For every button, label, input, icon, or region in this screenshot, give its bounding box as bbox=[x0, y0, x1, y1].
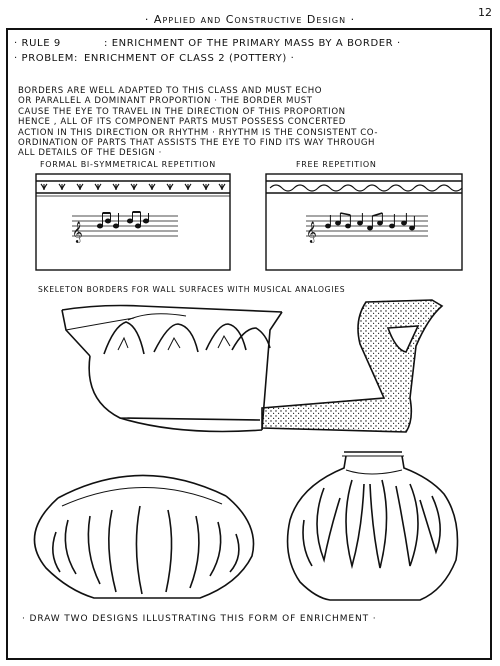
leaf-motif-row bbox=[41, 184, 225, 190]
formal-repetition-caption: FORMAL BI-SYMMETRICAL REPETITION bbox=[40, 160, 216, 169]
vase-drawing bbox=[288, 452, 458, 600]
bowl-drawing bbox=[34, 475, 253, 598]
treble-clef-icon: 𝄞 bbox=[306, 222, 317, 243]
paragraph-line: ORDINATION OF PARTS THAT ASSISTS THE EYE TO FIND ITS WAY THROUGH bbox=[18, 138, 376, 149]
stippled-handle bbox=[262, 300, 442, 432]
problem-text: ENRICHMENT OF CLASS 2 (POTTERY) · bbox=[84, 53, 295, 64]
paragraph-line: HENCE , ALL OF ITS COMPONENT PARTS MUST POSSESS CONCERTED bbox=[18, 117, 346, 128]
treble-clef-icon: 𝄞 bbox=[72, 222, 83, 243]
pitcher-drawing bbox=[62, 306, 282, 432]
rule-label: · RULE 9 bbox=[14, 38, 61, 49]
staff-lines-right bbox=[306, 216, 428, 236]
staff-lines-left bbox=[72, 216, 178, 236]
problem-label: · PROBLEM: bbox=[14, 53, 78, 64]
rule-text: : ENRICHMENT OF THE PRIMARY MASS BY A BORDER · bbox=[104, 38, 401, 49]
formal-border-panel bbox=[36, 174, 230, 270]
page-title: · Applied and Constructive Design · bbox=[144, 13, 356, 26]
paragraph-line: CAUSE THE EYE TO TRAVEL IN THE DIRECTION OF THIS PROPORTION bbox=[18, 106, 346, 117]
music-notes-left bbox=[97, 212, 148, 228]
wave-scroll-motif bbox=[270, 185, 462, 191]
skeleton-borders-caption: SKELETON BORDERS FOR WALL SURFACES WITH MUSICAL ANALOGIES bbox=[38, 285, 346, 294]
paragraph-line: ALL DETAILS OF THE DESIGN · bbox=[18, 148, 162, 159]
free-border-panel bbox=[266, 174, 462, 270]
paragraph-line: ACTION IN THIS DIRECTION OR RHYTHM · RHYTHM IS THE CONSISTENT CO- bbox=[18, 127, 379, 138]
free-repetition-caption: FREE REPETITION bbox=[296, 160, 377, 169]
music-notes-right bbox=[326, 213, 415, 230]
instruction-caption: · DRAW TWO DESIGNS ILLUSTRATING THIS FORM OF ENRICHMENT · bbox=[22, 614, 377, 624]
paragraph-line: OR PARALLEL A DOMINANT PROPORTION · THE BORDER MUST bbox=[18, 96, 313, 107]
paragraph-line: BORDERS ARE WELL ADAPTED TO THIS CLASS AND MUST ECHO bbox=[18, 86, 323, 96]
page-number: 12 bbox=[478, 6, 492, 19]
